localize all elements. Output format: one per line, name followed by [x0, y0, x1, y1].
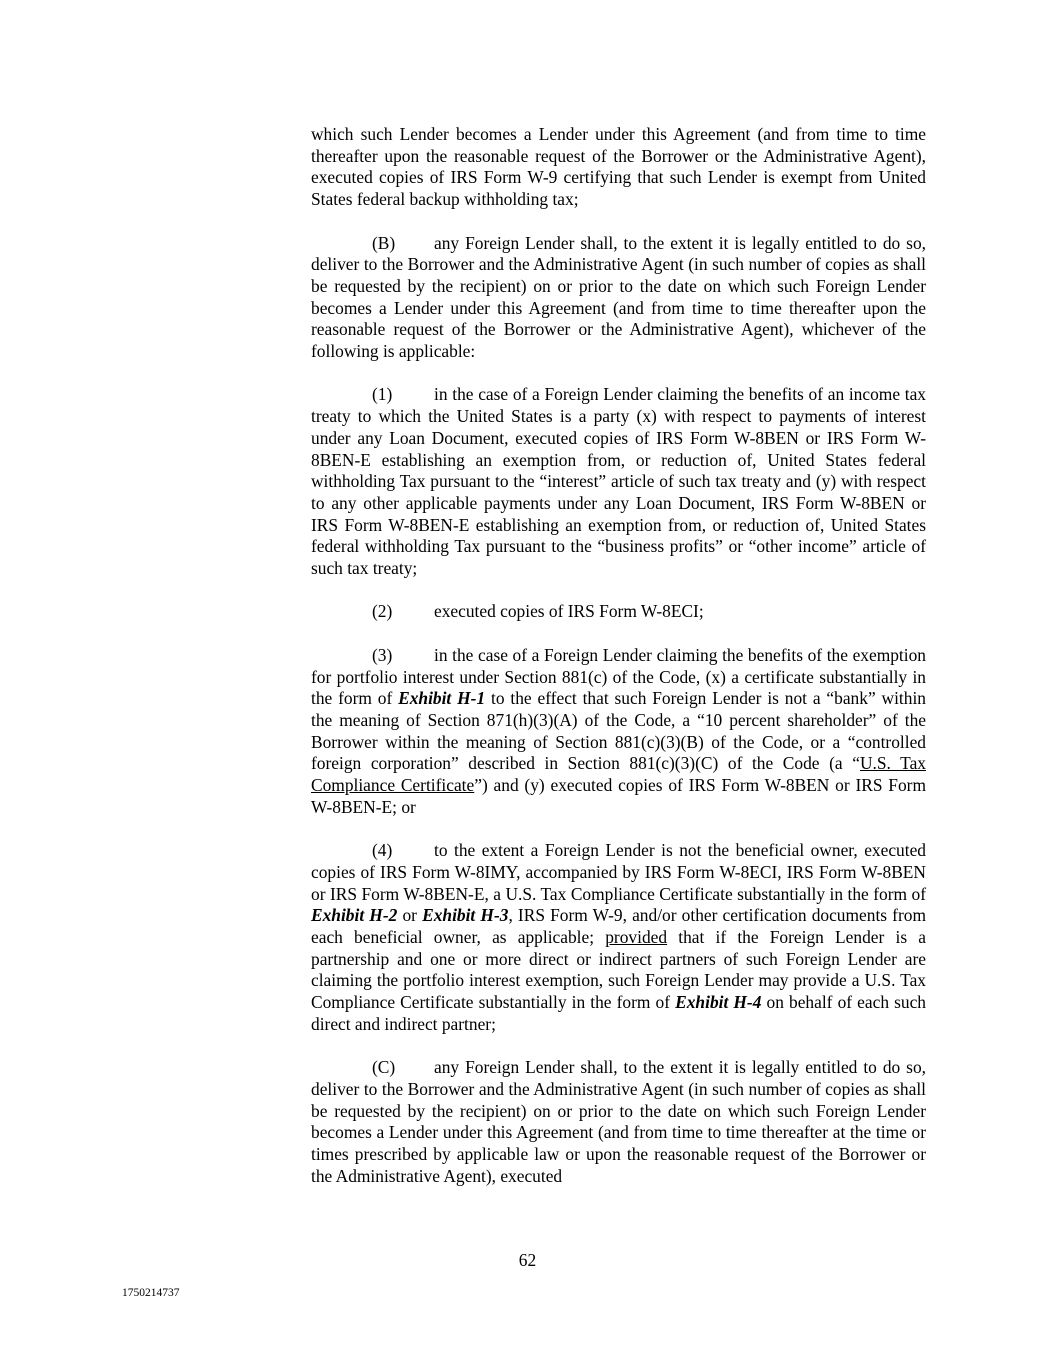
paragraph-text: , IRS Form W-9, and/or other certification documents from each beneficial owner, as applicable;	[311, 905, 926, 947]
paragraph-text: to the extent a Foreign Lender is not the beneficial owner, executed copies of IRS Form W-8IMY, accompanied by IRS Form W-8ECI, IRS Form W-8BEN or IRS Form W-8BEN-E, a U.S. Tax Compliance Certificate substantially in the form of	[311, 840, 926, 904]
paragraph-3	[311, 645, 926, 819]
proviso-term: provided	[605, 926, 668, 947]
paragraph-continuation	[311, 124, 926, 211]
document-id: 1750214737	[122, 1287, 180, 1299]
paragraph-text: which such Lender becomes a Lender under this Agreement (and from time to time thereafter upon the reasonable request of the Borrower or the Administrative Agent), executed copies of IRS Form W-9 certifying that such Lender is exempt from United States federal backup withholding tax;	[311, 124, 926, 210]
paragraph-text: or	[397, 905, 423, 926]
paragraph-text: to the effect that such Foreign Lender is not a “bank” within the meaning of Section 871(h)(3)(A) of the Code, a “10 percent shareholder” of the Borrower within the meaning of Section 881(c)(3)(B) of the Code, or a “controlled foreign corporation” described in Section 881(c)(3)(C) of the Code (a “	[311, 688, 926, 774]
body-text	[311, 124, 926, 1209]
paragraph-label: (3)	[372, 644, 393, 665]
paragraph-label: (1)	[372, 384, 393, 405]
page-number: 62	[518, 1250, 537, 1270]
exhibit-reference: Exhibit H-2	[311, 905, 398, 926]
paragraph-b	[311, 233, 926, 363]
paragraph-c	[311, 1057, 926, 1187]
exhibit-reference: Exhibit H-3	[422, 905, 509, 926]
paragraph-text: on behalf of each such direct and indirect partner;	[311, 992, 927, 1034]
paragraph-text: that if the Foreign Lender is a partnership and one or more direct or indirect partners of such Foreign Lender are claiming the portfolio interest exemption, such Foreign Lender may provide a U.S. Tax Compliance Certificate substantially in the form of	[311, 926, 926, 1013]
paragraph-text: any Foreign Lender shall, to the extent it is legally entitled to do so, deliver to the Borrower and the Administrative Agent (in such number of copies as shall be requested by the recipient) on or prior to the date on which such Foreign Lender becomes a Lender under this Agreement (and from time to time thereafter at the time or times prescribed by applicable law or upon the reasonable request of the Borrower or the Administrative Agent), executed	[311, 1057, 926, 1186]
paragraph-text: in the case of a Foreign Lender claiming the benefits of the exemption for portfolio interest under Section 881(c) of the Code, (x) a certificate substantially in the form of	[311, 644, 926, 709]
paragraph-label: (B)	[372, 232, 396, 253]
paragraph-label: (2)	[372, 601, 393, 622]
exhibit-reference: Exhibit H-1	[398, 688, 486, 709]
paragraph-text: ”) and (y) executed copies of IRS Form W-8BEN or IRS Form W-8BEN-E; or	[311, 775, 926, 817]
paragraph-label: (4)	[372, 840, 393, 861]
defined-term: U.S. Tax Compliance Certificate	[311, 753, 926, 796]
paragraph-1	[311, 384, 926, 579]
paragraph-text: any Foreign Lender shall, to the extent it is legally entitled to do so, deliver to the Borrower and the Administrative Agent (in such number of copies as shall be requested by the recipient) on or prior to the date on which such Foreign Lender becomes a Lender under this Agreement (and from time to time thereafter upon the reasonable request of the Borrower or the Administrative Agent), whichever of the following is applicable:	[311, 232, 926, 362]
paragraph-text: in the case of a Foreign Lender claiming the benefits of an income tax treaty to which the United States is a party (x) with respect to payments of interest under any Loan Document, executed copies of IRS Form W-8BEN or IRS Form W-8BEN-E establishing an exemption from, or reduction of, United States federal withholding Tax pursuant to the “interest” article of such tax treaty and (y) with respect to any other applicable payments under any Loan Document, IRS Form W-8BEN or IRS Form W-8BEN-E establishing an exemption from, or reduction of, United States federal withholding Tax pursuant to the “business profits” or “other income” article of such tax treaty;	[311, 384, 926, 579]
paragraph-text: executed copies of IRS Form W-8ECI;	[434, 601, 704, 622]
paragraph-4	[311, 840, 926, 1035]
paragraph-2	[311, 601, 926, 623]
exhibit-reference: Exhibit H-4	[675, 992, 762, 1013]
paragraph-label: (C)	[372, 1057, 396, 1078]
